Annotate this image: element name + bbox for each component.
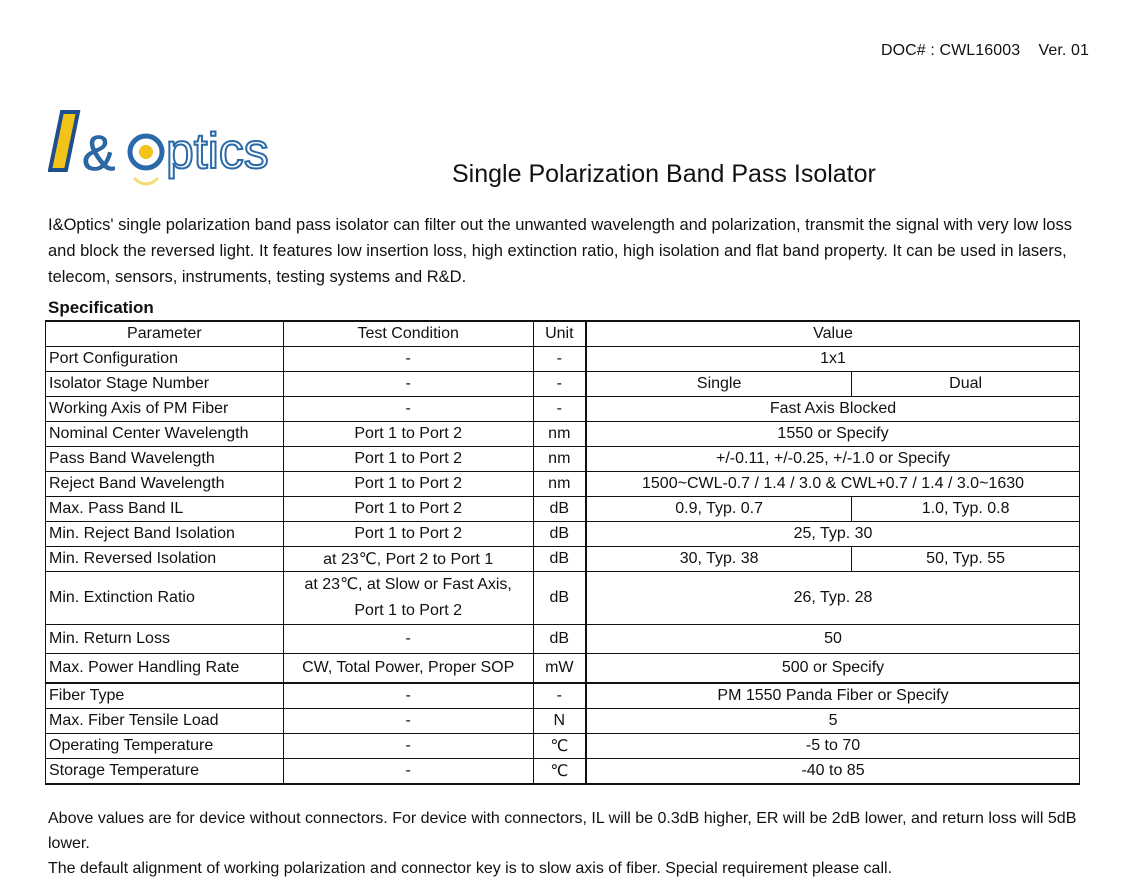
condition-cell: - <box>283 734 533 759</box>
table-row <box>46 709 1080 734</box>
unit-cell: N <box>533 709 586 734</box>
footnotes <box>48 806 1078 881</box>
svg-text:ptics: ptics <box>166 123 269 179</box>
condition-cell: Port 1 to Port 2 <box>283 422 533 447</box>
company-logo <box>48 104 308 196</box>
footnote: The default alignment of working polarization and connector key is to slow axis of fiber. Special requirement please call. <box>48 860 893 877</box>
unit-cell: - <box>533 372 586 397</box>
param-cell: Min. Reject Band Isolation <box>46 522 284 547</box>
unit-cell: mW <box>533 654 586 684</box>
param-cell: Port Configuration <box>46 347 284 372</box>
param-cell: Min. Extinction Ratio <box>46 572 284 625</box>
value-cell: 1500~CWL-0.7 / 1.4 / 3.0 & CWL+0.7 / 1.4 / 3.0~1630 <box>586 472 1079 497</box>
condition-cell: - <box>283 683 533 709</box>
condition-line: at 23℃, at Slow or Fast Axis, <box>304 576 512 593</box>
value-cell: -5 to 70 <box>586 734 1079 759</box>
param-cell: Nominal Center Wavelength <box>46 422 284 447</box>
param-cell: Reject Band Wavelength <box>46 472 284 497</box>
value-cell: 500 or Specify <box>586 654 1079 684</box>
param-cell: Working Axis of PM Fiber <box>46 397 284 422</box>
unit-cell: - <box>533 683 586 709</box>
param-cell: Operating Temperature <box>46 734 284 759</box>
table-row <box>46 759 1080 785</box>
unit-cell: dB <box>533 522 586 547</box>
svg-text:&: & <box>82 125 116 181</box>
unit-cell: nm <box>533 422 586 447</box>
value-cell: -40 to 85 <box>586 759 1079 785</box>
unit-cell: - <box>533 347 586 372</box>
value-cell: 26, Typ. 28 <box>586 572 1079 625</box>
footnote: Above values are for device without connectors. For device with connectors, IL will be 0.3dB higher, ER will be 2dB lower, and return loss will 5dB lower. <box>48 810 1077 852</box>
table-row <box>46 683 1080 709</box>
value-cell: 50 <box>586 625 1079 654</box>
param-cell: Pass Band Wavelength <box>46 447 284 472</box>
table-row <box>46 422 1080 447</box>
param-cell: Max. Fiber Tensile Load <box>46 709 284 734</box>
condition-cell: - <box>283 759 533 785</box>
condition-cell: - <box>283 347 533 372</box>
value-cell: Fast Axis Blocked <box>586 397 1079 422</box>
table-row <box>46 447 1080 472</box>
col-header-condition: Test Condition <box>283 321 533 347</box>
table-header-row <box>46 321 1080 347</box>
condition-line: Port 1 to Port 2 <box>354 602 462 619</box>
condition-cell: Port 1 to Port 2 <box>283 522 533 547</box>
condition-cell: at 23℃, Port 2 to Port 1 <box>283 547 533 572</box>
value-dual-cell: 50, Typ. 55 <box>852 547 1080 572</box>
table-row <box>46 372 1080 397</box>
condition-cell: CW, Total Power, Proper SOP <box>283 654 533 684</box>
col-header-parameter: Parameter <box>46 321 284 347</box>
unit-cell: ℃ <box>533 734 586 759</box>
value-dual-cell: 1.0, Typ. 0.8 <box>852 497 1080 522</box>
value-single-cell: 30, Typ. 38 <box>586 547 852 572</box>
param-cell: Min. Reversed Isolation <box>46 547 284 572</box>
param-cell: Max. Power Handling Rate <box>46 654 284 684</box>
value-cell: 1x1 <box>586 347 1079 372</box>
value-cell: 1550 or Specify <box>586 422 1079 447</box>
table-row <box>46 472 1080 497</box>
condition-cell: - <box>283 372 533 397</box>
spec-table <box>45 320 1080 785</box>
col-header-unit: Unit <box>533 321 586 347</box>
intro-paragraph: I&Optics' single polarization band pass isolator can filter out the unwanted wavelength and polarization, transmit the signal with very low loss and block the reversed light. It features low insertion loss, high extinction ratio, high isolation and flat band property. It can be used in lasers, telecom, sensors, instruments, testing systems and R&D. <box>48 216 1072 286</box>
unit-cell: dB <box>533 625 586 654</box>
value-single-cell: Single <box>586 372 852 397</box>
value-dual-cell: Dual <box>852 372 1080 397</box>
table-row <box>46 547 1080 572</box>
table-row <box>46 522 1080 547</box>
document-number: DOC# : CWL16003 Ver. 01 <box>880 42 1089 59</box>
table-row <box>46 654 1080 684</box>
value-cell: +/-0.11, +/-0.25, +/-1.0 or Specify <box>586 447 1079 472</box>
col-header-value: Value <box>586 321 1079 347</box>
condition-cell: - <box>283 625 533 654</box>
spec-heading: Specification <box>48 298 154 317</box>
condition-cell: Port 1 to Port 2 <box>283 497 533 522</box>
unit-cell: dB <box>533 547 586 572</box>
table-row <box>46 572 1080 625</box>
param-cell: Max. Pass Band IL <box>46 497 284 522</box>
condition-cell <box>283 572 533 625</box>
table-row <box>46 625 1080 654</box>
table-row <box>46 397 1080 422</box>
condition-cell: - <box>283 709 533 734</box>
value-single-cell: 0.9, Typ. 0.7 <box>586 497 852 522</box>
param-cell: Isolator Stage Number <box>46 372 284 397</box>
param-cell: Min. Return Loss <box>46 625 284 654</box>
condition-cell: Port 1 to Port 2 <box>283 447 533 472</box>
table-row <box>46 734 1080 759</box>
unit-cell: nm <box>533 472 586 497</box>
page-title: Single Polarization Band Pass Isolator <box>452 160 876 188</box>
condition-cell: Port 1 to Port 2 <box>283 472 533 497</box>
value-cell: 5 <box>586 709 1079 734</box>
value-cell: PM 1550 Panda Fiber or Specify <box>586 683 1079 709</box>
table-row <box>46 497 1080 522</box>
param-cell: Storage Temperature <box>46 759 284 785</box>
value-cell: 25, Typ. 30 <box>586 522 1079 547</box>
condition-cell: - <box>283 397 533 422</box>
unit-cell: dB <box>533 497 586 522</box>
table-row <box>46 347 1080 372</box>
unit-cell: nm <box>533 447 586 472</box>
unit-cell: dB <box>533 572 586 625</box>
unit-cell: ℃ <box>533 759 586 785</box>
param-cell: Fiber Type <box>46 683 284 709</box>
unit-cell: - <box>533 397 586 422</box>
